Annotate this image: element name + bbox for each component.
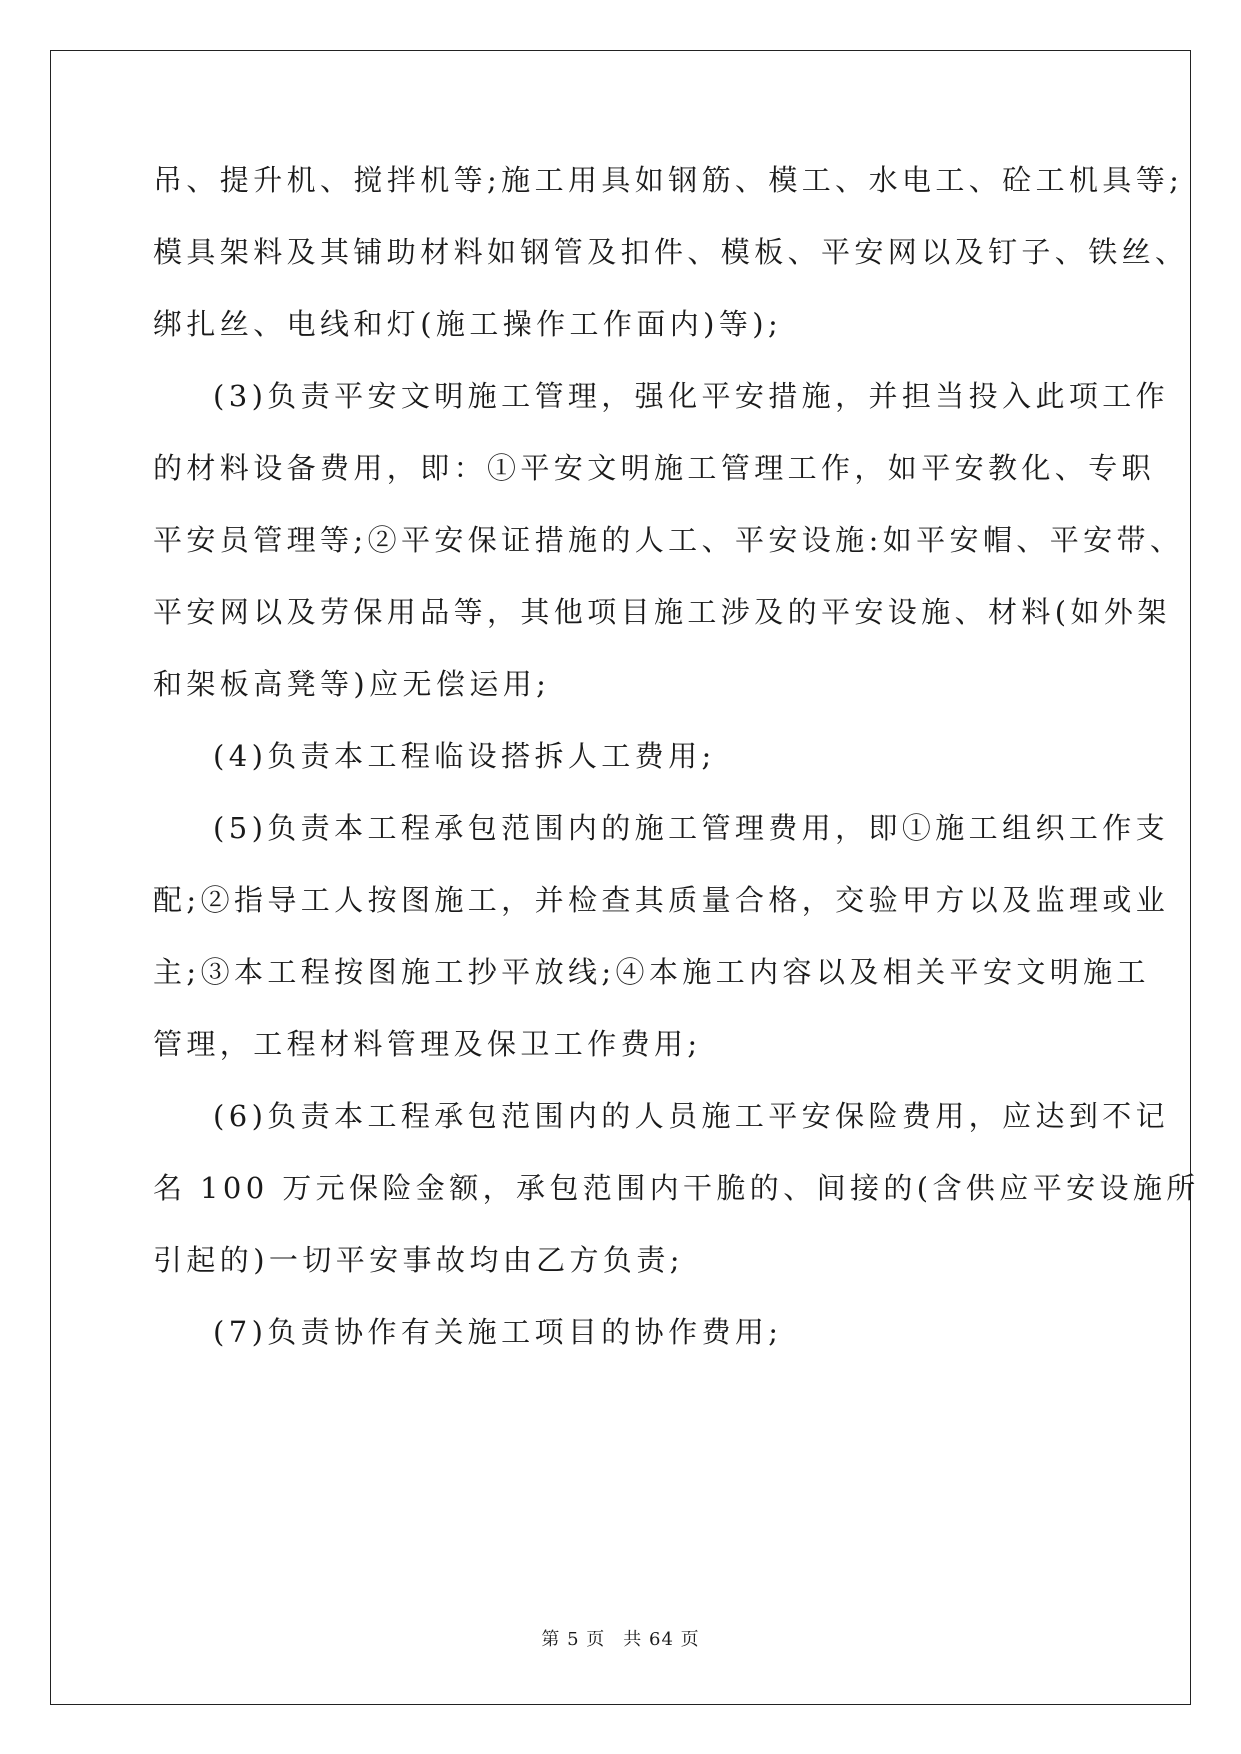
text-line: 吊、提升机、搅拌机等;施工用具如钢筋、模工、水电工、砼工机具等; [153, 163, 1184, 197]
paragraph-start-4: (4)负责本工程临设搭拆人工费用; [213, 739, 716, 773]
page-footer [0, 1625, 1241, 1651]
page-number-total: 共 64 页 [623, 1629, 700, 1650]
text-line: 主;③本工程按图施工抄平放线;④本施工内容以及相关平安文明施工 [153, 955, 1150, 989]
text-line: 管理，工程材料管理及保卫工作费用; [153, 1027, 702, 1061]
page-number-current: 第 5 页 [541, 1629, 606, 1650]
text-line: 引起的)一切平安事故均由乙方负责; [153, 1243, 684, 1277]
text-line: 模具架料及其铺助材料如钢管及扣件、模板、平安网以及钉子、铁丝、 [153, 235, 1189, 269]
text-line: 配;②指导工人按图施工，并检查其质量合格，交验甲方以及监理或业 [153, 883, 1170, 917]
paragraph-start-3: (3)负责平安文明施工管理，强化平安措施，并担当投入此项工作 [213, 379, 1170, 413]
text-line: 的材料设备费用，即：①平安文明施工管理工作，如平安教化、专职 [153, 451, 1156, 485]
text-line: 绑扎丝、电线和灯(施工操作工作面内)等); [153, 307, 783, 341]
text-line: 和架板高凳等)应无偿运用; [153, 667, 551, 701]
text-line: 平安员管理等;②平安保证措施的人工、平安设施:如平安帽、平安带、 [153, 523, 1184, 557]
paragraph-start-6: (6)负责本工程承包范围内的人员施工平安保险费用，应达到不记 [213, 1099, 1170, 1133]
text-line: 名 100 万元保险金额，承包范围内干脆的、间接的(含供应平安设施所 [153, 1171, 1200, 1205]
paragraph-start-7: (7)负责协作有关施工项目的协作费用; [213, 1315, 783, 1349]
text-line: 平安网以及劳保用品等，其他项目施工涉及的平安设施、材料(如外架 [153, 595, 1171, 629]
page-border [50, 50, 1191, 1705]
paragraph-start-5: (5)负责本工程承包范围内的施工管理费用，即①施工组织工作支 [213, 811, 1170, 845]
